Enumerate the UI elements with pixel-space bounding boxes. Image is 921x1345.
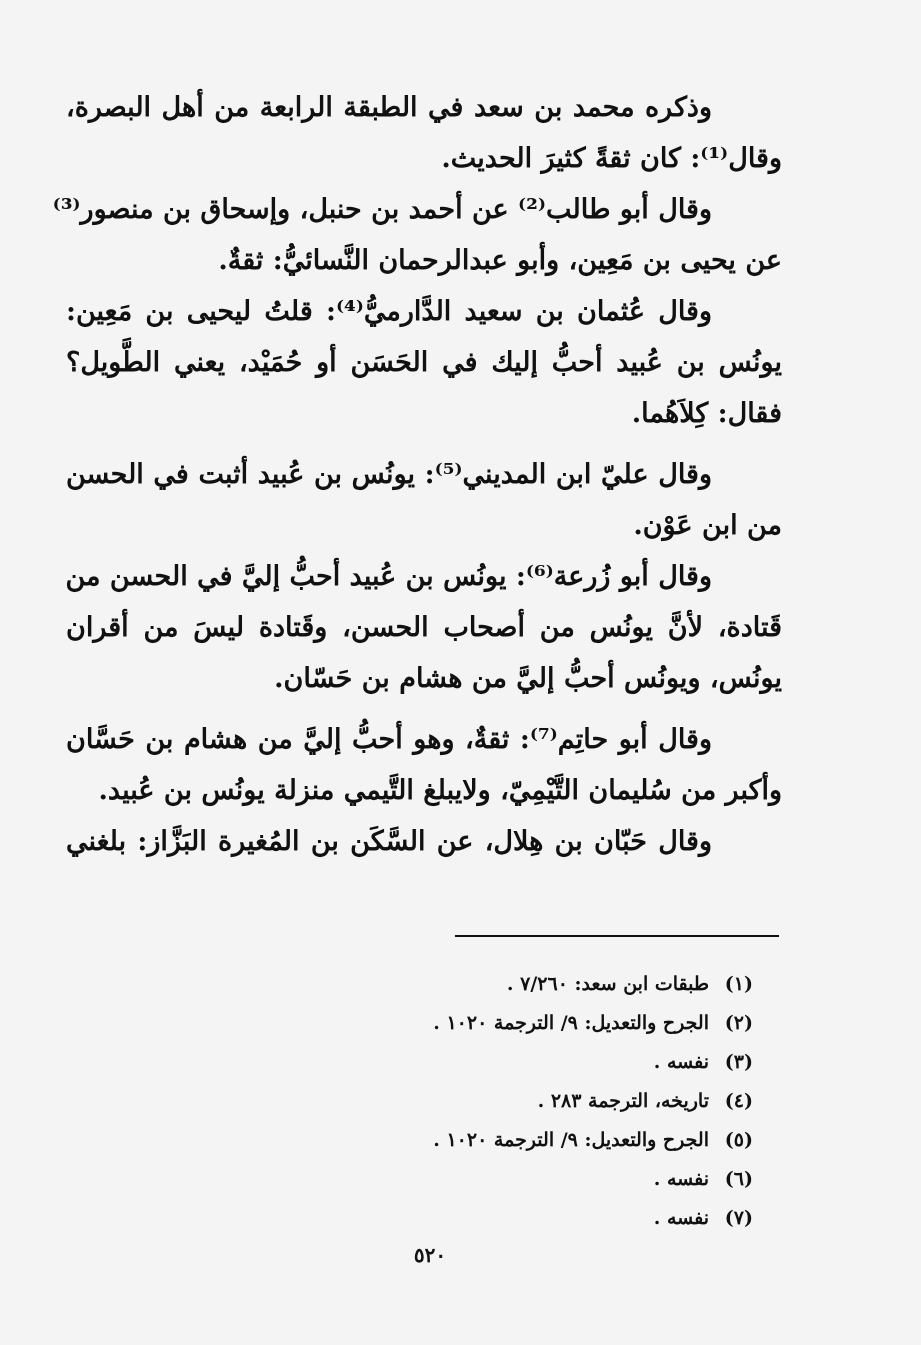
text-line-content: وقال⁽¹⁾: كان ثقةً كثيرَ الحديث. bbox=[441, 143, 782, 174]
footnote-item bbox=[333, 1160, 753, 1199]
text-line bbox=[52, 184, 782, 235]
text-line-content: عن يحيى بن مَعِين، وأبو عبدالرحمان النَّسائيُّ: ثقةٌ. bbox=[218, 245, 782, 276]
footnote-number: (٦) bbox=[724, 1168, 753, 1190]
text-line bbox=[66, 133, 782, 184]
text-line bbox=[66, 816, 782, 867]
text-line bbox=[66, 82, 782, 133]
footnote-number: (١) bbox=[724, 973, 753, 995]
text-line bbox=[66, 235, 782, 286]
text-line-content: وقال حَبّان بن هِلال، عن السَّكَن بن المُغيرة البَزَّاز: بلغني bbox=[66, 826, 712, 857]
text-line bbox=[66, 286, 782, 337]
page-number: ٥٢٠ bbox=[413, 1243, 447, 1267]
text-line-content: وقال أبو حاتِم⁽⁷⁾: ثقةٌ، وهو أحبُّ إليَّ من هشام بن حَسَّان bbox=[66, 724, 712, 755]
footnote-item bbox=[333, 965, 753, 1004]
text-line bbox=[66, 653, 782, 704]
footnote-text: الجرح والتعديل: ٩/ الترجمة ١٠٢٠ . bbox=[433, 1129, 709, 1151]
footnote-text: طبقات ابن سعد: ٧/٢٦٠ . bbox=[506, 973, 709, 995]
text-line-content: وقال أبو طالب⁽²⁾ عن أحمد بن حنبل، وإسحاق بن منصور⁽³⁾ bbox=[52, 194, 712, 225]
text-line-content: وذكره محمد بن سعد في الطبقة الرابعة من أهل البصرة، bbox=[66, 92, 712, 123]
footnote-number: (٣) bbox=[724, 1051, 753, 1073]
text-line bbox=[66, 714, 782, 765]
footnote-number: (٤) bbox=[724, 1090, 753, 1112]
footnote-item bbox=[333, 1043, 753, 1082]
text-line-content: وقال عُثمان بن سعيد الدَّارميُّ⁽⁴⁾: قلتُ ليحيى بن مَعِين: bbox=[66, 296, 712, 327]
footnote-number: (٧) bbox=[724, 1207, 753, 1229]
footnote-item bbox=[333, 1121, 753, 1160]
footnote-item bbox=[333, 1082, 753, 1121]
footnote-text: نفسه . bbox=[653, 1168, 709, 1190]
footnote-divider bbox=[455, 935, 779, 937]
footnote-text: نفسه . bbox=[653, 1051, 709, 1073]
footnote-text: نفسه . bbox=[653, 1207, 709, 1229]
footnote-text: الجرح والتعديل: ٩/ الترجمة ١٠٢٠ . bbox=[433, 1012, 709, 1034]
text-line bbox=[66, 500, 782, 551]
text-line-content: وقال عليّ ابن المديني⁽⁵⁾: يونُس بن عُبيد أثبت في الحسن bbox=[66, 459, 712, 490]
footnote-item bbox=[333, 1199, 753, 1238]
text-line bbox=[66, 388, 782, 439]
text-line bbox=[66, 765, 782, 816]
text-line-content: وقال أبو زُرعة⁽⁶⁾: يونُس بن عُبيد أحبُّ إليَّ في الحسن من bbox=[65, 561, 712, 592]
text-line bbox=[66, 602, 782, 653]
footnote-number: (٢) bbox=[724, 1012, 753, 1034]
footnote-number: (٥) bbox=[724, 1129, 753, 1151]
footnote-item bbox=[333, 1004, 753, 1043]
text-line-content: وأكبر من سُليمان التَّيْمِيّ، ولايبلغ التَّيمي منزلة يونُس بن عُبيد. bbox=[98, 775, 782, 806]
text-line-content: يونُس، ويونُس أحبُّ إليَّ من هشام بن حَسّان. bbox=[274, 663, 782, 694]
text-line-content: فقال: كِلاَهُما. bbox=[631, 398, 782, 429]
text-line-content: من ابن عَوْن. bbox=[633, 510, 782, 541]
text-line bbox=[66, 337, 782, 388]
main-text bbox=[52, 82, 782, 867]
text-line-content: يونُس بن عُبيد أحبُّ إليك في الحَسَن أو حُمَيْد، يعني الطَّويل؟ bbox=[66, 347, 782, 378]
text-line-content: قَتادة، لأنَّ يونُس من أصحاب الحسن، وقَتادة ليسَ من أقران bbox=[66, 612, 782, 643]
footnotes bbox=[333, 965, 753, 1238]
footnote-text: تاريخه، الترجمة ٢٨٣ . bbox=[537, 1090, 709, 1112]
text-line bbox=[66, 449, 782, 500]
text-line bbox=[66, 551, 782, 602]
